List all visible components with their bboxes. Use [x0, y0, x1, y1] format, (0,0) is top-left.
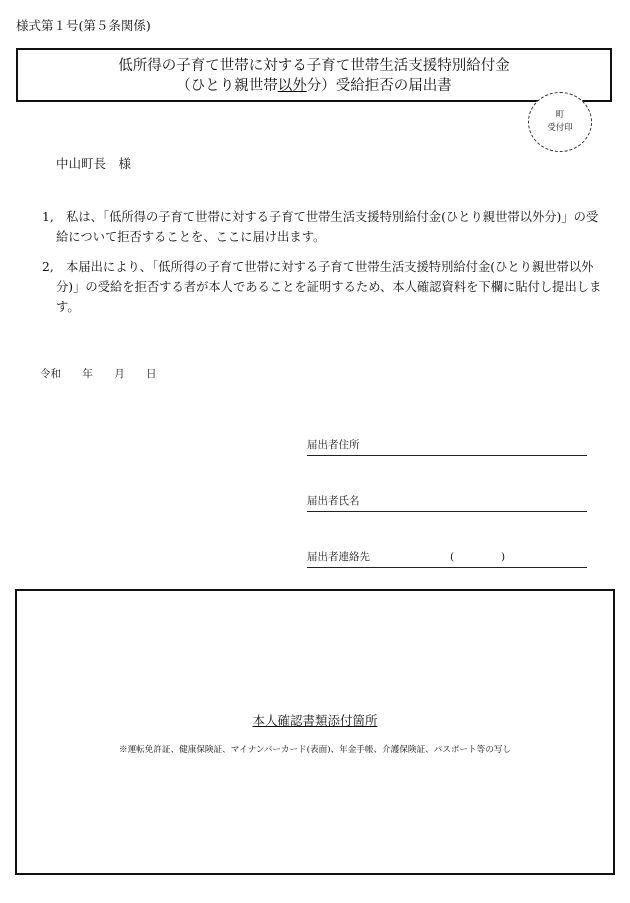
declaration-paragraph-1: 1, 私は、「低所得の子育て世帯に対する子育て世帯生活支援特別給付金(ひとり親世帯以外分)」の受給について拒否することを、ここに届け出ます。: [42, 210, 599, 244]
date-era: 令和: [40, 368, 61, 380]
title-line-2: [18, 76, 610, 96]
date-line: [40, 366, 175, 381]
reception-stamp-circle: [528, 92, 592, 152]
date-month: 月: [114, 368, 125, 380]
applicant-contact-field[interactable]: [307, 549, 587, 568]
applicant-name-label: 届出者氏名: [307, 495, 360, 507]
title-line-2-after: 分）受給拒否の届出書: [306, 78, 452, 94]
stamp-line-town: 町: [555, 110, 565, 120]
title-underlined-word: 以外: [277, 78, 307, 94]
declaration-paragraph-2: 2, 本届出により、「低所得の子育て世帯に対する子育て世帯生活支援特別給付金(ひとり親世帯以外分)」の受給を拒否する者が本人であることを証明するため、本人確認資料を下欄に貼付し提出します。: [42, 260, 602, 314]
title-line-1: 低所得の子育て世帯に対する子育て世帯生活支援特別給付金: [118, 58, 510, 74]
id-document-attachment-box: [15, 589, 615, 875]
id-box-title: 本人確認書類添付箇所: [252, 713, 378, 728]
stamp-line-reception: 受付印: [547, 123, 573, 133]
contact-paren-open: (: [450, 551, 455, 563]
date-day: 日: [146, 368, 157, 380]
applicant-address-field[interactable]: [307, 437, 587, 456]
applicant-contact-label: 届出者連絡先: [307, 551, 370, 563]
applicant-name-field[interactable]: [307, 493, 587, 512]
addressee: 中山町長 様: [56, 156, 132, 171]
title-line-2-before: （ひとり親世帯: [176, 78, 278, 94]
form-number: 様式第１号(第５条関係): [16, 18, 151, 33]
applicant-address-label: 届出者住所: [307, 439, 360, 451]
id-box-note: ※運転免許証、健康保険証、マイナンバーカード(表面)、年金手帳、介護保険証、パスポート等の写し: [118, 745, 512, 755]
contact-paren-close: ): [501, 551, 506, 563]
document-title: [16, 48, 612, 102]
date-year: 年: [82, 368, 93, 380]
